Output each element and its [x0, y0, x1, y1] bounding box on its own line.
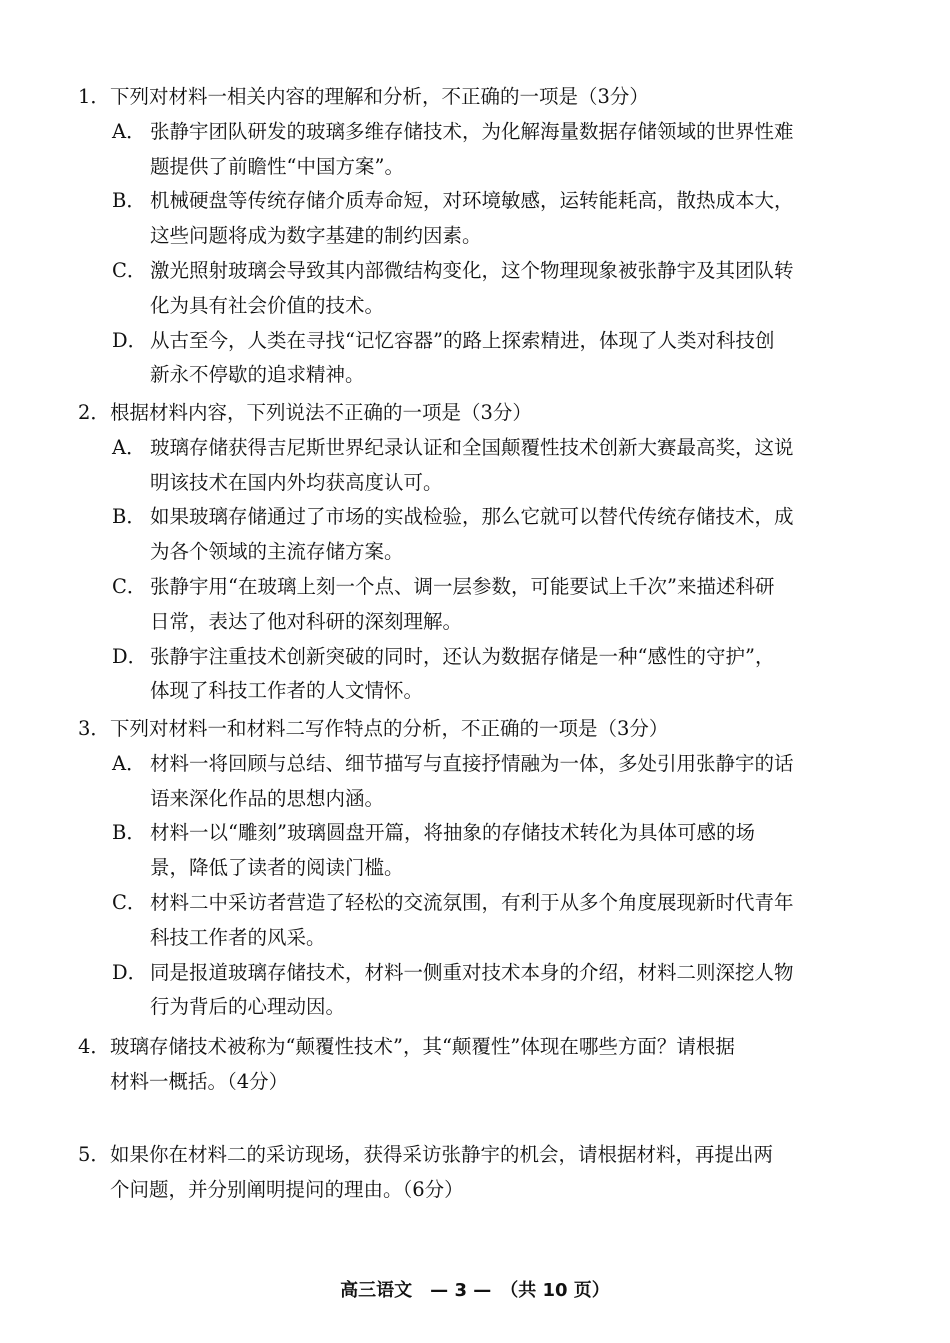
option-line	[78, 500, 878, 535]
option-text: 材料一以“雕刻”玻璃圆盘开篇，将抽象的存储技术转化为具体可感的场	[150, 821, 755, 845]
option-text: 同是报道玻璃存储技术，材料一侧重对技术本身的介绍，材料二则深挖人物	[150, 960, 794, 984]
question-stem-line	[78, 712, 878, 747]
question-5	[78, 1138, 878, 1208]
option-text: 张静宇用“在玻璃上刻一个点、调一层参数，可能要试上千次”来描述科研	[150, 574, 775, 598]
option-line	[78, 674, 878, 709]
question-number: 3．	[78, 717, 110, 740]
option-text: 这些问题将成为数字基建的制约因素。	[150, 224, 482, 248]
option-text: 机械硬盘等传统存储介质寿命短，对环境敏感，运转能耗高，散热成本大，	[150, 189, 794, 213]
option-line	[78, 990, 878, 1025]
question-stem-line	[78, 1173, 878, 1208]
option-line	[78, 254, 878, 289]
option-label: C．	[112, 258, 147, 282]
option-label: A．	[112, 435, 146, 459]
option-text: 如果玻璃存储通过了市场的实战检验，那么它就可以替代传统存储技术，成	[150, 505, 794, 529]
option-line	[78, 605, 878, 640]
option-text: 化为具有社会价值的技术。	[150, 293, 385, 317]
option-line	[78, 956, 878, 991]
option-label: A．	[112, 751, 146, 775]
question-stem-text: 个问题，并分别阐明提问的理由。（6分）	[110, 1177, 464, 1201]
question-stem-line	[78, 1030, 878, 1065]
question-2	[78, 396, 878, 709]
question-4	[78, 1030, 878, 1100]
question-stem-text: 材料一概括。（4分）	[110, 1069, 289, 1093]
option-label: B．	[112, 821, 146, 845]
option-label: A．	[112, 119, 146, 143]
option-line	[78, 150, 878, 185]
option-line	[78, 886, 878, 921]
option-text: 玻璃存储获得吉尼斯世界纪录认证和全国颠覆性技术创新大赛最高奖，这说	[150, 435, 794, 459]
question-number: 4．	[78, 1035, 110, 1058]
option-label: C．	[112, 890, 147, 914]
option-label: B．	[112, 505, 146, 529]
option-text: 明该技术在国内外均获高度认可。	[150, 470, 443, 494]
option-line	[78, 466, 878, 501]
question-number: 1．	[78, 85, 110, 108]
option-line	[78, 747, 878, 782]
option-label: D．	[112, 644, 148, 668]
option-text: 科技工作者的风采。	[150, 925, 326, 949]
option-line	[78, 324, 878, 359]
question-stem-line	[78, 1065, 878, 1100]
option-line	[78, 289, 878, 324]
question-stem-text: 玻璃存储技术被称为“颠覆性技术”，其“颠覆性”体现在哪些方面？请根据	[110, 1035, 735, 1058]
question-stem-text: 下列对材料一和材料二写作特点的分析，不正确的一项是（3分）	[110, 717, 669, 740]
question-stem-line	[78, 1138, 878, 1173]
option-line	[78, 219, 878, 254]
option-line	[78, 570, 878, 605]
question-stem-line	[78, 80, 878, 115]
option-text: 激光照射玻璃会导致其内部微结构变化，这个物理现象被张静宇及其团队转	[150, 258, 794, 282]
question-stem-text: 下列对材料一相关内容的理解和分析，不正确的一项是（3分）	[110, 85, 649, 108]
question-number: 5．	[78, 1143, 110, 1166]
option-line	[78, 358, 878, 393]
option-text: 张静宇注重技术创新突破的同时，还认为数据存储是一种“感性的守护”，	[150, 644, 775, 668]
option-text: 景，降低了读者的阅读门槛。	[150, 856, 404, 880]
option-line	[78, 431, 878, 466]
option-text: 从古至今，人类在寻找“记忆容器”的路上探索精进，体现了人类对科技创	[150, 328, 775, 352]
option-text: 张静宇团队研发的玻璃多维存储技术，为化解海量数据存储领域的世界性难	[150, 119, 794, 143]
option-label: D．	[112, 328, 148, 352]
question-stem-text: 如果你在材料二的采访现场，获得采访张静宇的机会，请根据材料，再提出两	[110, 1143, 774, 1166]
option-line	[78, 535, 878, 570]
option-text: 新永不停歇的追求精神。	[150, 363, 365, 387]
question-1	[78, 80, 878, 393]
question-3	[78, 712, 878, 1025]
option-text: 行为背后的心理动因。	[150, 995, 346, 1019]
option-line	[78, 184, 878, 219]
option-text: 题提供了前瞻性“中国方案”。	[150, 154, 404, 178]
question-number: 2．	[78, 401, 110, 424]
option-line	[78, 921, 878, 956]
option-text: 材料二中采访者营造了轻松的交流氛围，有利于从多个角度展现新时代青年	[150, 890, 794, 914]
option-label: B．	[112, 189, 146, 213]
question-stem-line	[78, 396, 878, 431]
option-line	[78, 782, 878, 817]
option-text: 日常，表达了他对科研的深刻理解。	[150, 609, 463, 633]
option-label: C．	[112, 574, 147, 598]
option-text: 语来深化作品的思想内涵。	[150, 786, 385, 810]
option-text: 材料一将回顾与总结、细节描写与直接抒情融为一体，多处引用张静宇的话	[150, 751, 794, 775]
page-footer: 高三语文 — 3 — （共 10 页）	[340, 1280, 610, 1301]
question-stem-text: 根据材料内容，下列说法不正确的一项是（3分）	[110, 401, 532, 424]
option-line	[78, 640, 878, 675]
option-label: D．	[112, 960, 148, 984]
option-text: 为各个领域的主流存储方案。	[150, 540, 404, 564]
option-line	[78, 851, 878, 886]
option-line	[78, 816, 878, 851]
option-line	[78, 115, 878, 150]
option-text: 体现了科技工作者的人文情怀。	[150, 679, 424, 703]
